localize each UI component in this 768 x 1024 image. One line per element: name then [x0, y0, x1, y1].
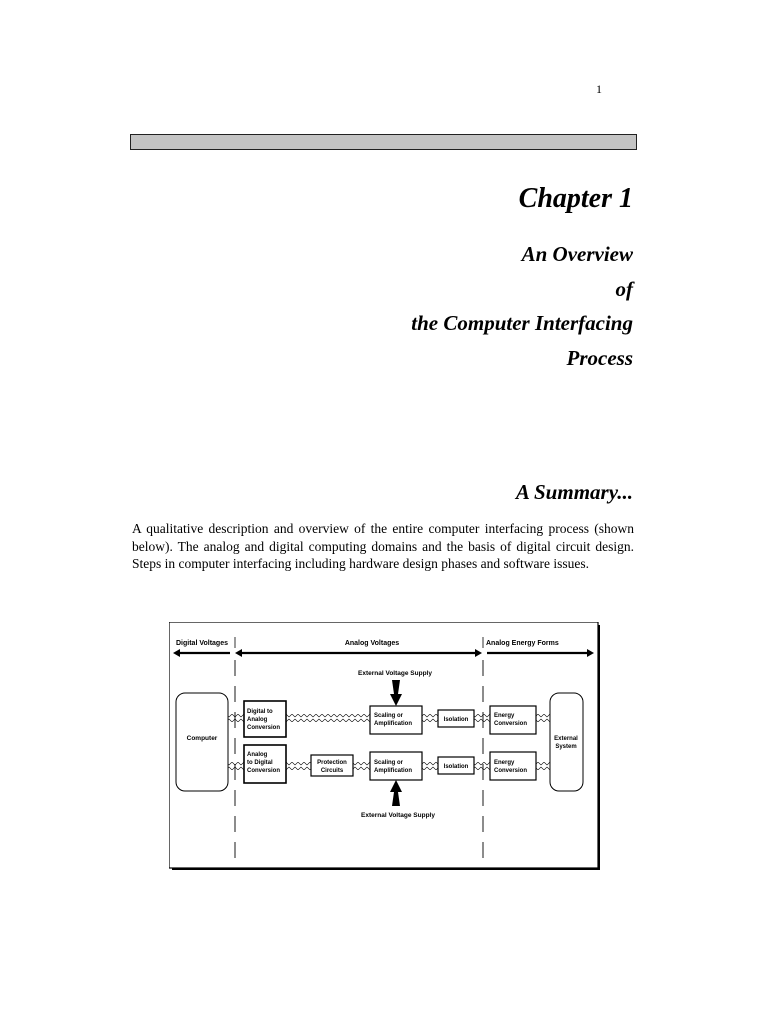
scaling-box-bottom — [370, 752, 422, 780]
chapter-subtitle-line-2: of — [615, 277, 633, 301]
chapter-title: Chapter 1 — [518, 183, 633, 214]
computer-label: Computer — [186, 735, 218, 742]
computer-box — [176, 693, 228, 791]
isolation-top-label: Isolation — [443, 717, 469, 723]
external-system-box — [550, 693, 583, 791]
label-supply-top: External Voltage Supply — [358, 670, 432, 677]
label-digital-voltages: Digital Voltages — [176, 640, 228, 647]
scaling-top-line-2: Amplification — [374, 721, 413, 727]
energy-conversion-box-bottom — [490, 752, 536, 780]
energy-top-line-2: Conversion — [494, 721, 528, 727]
protection-label-line-1: Protection — [317, 760, 347, 766]
external-system-label-line-1: External — [554, 736, 578, 742]
external-system-label-line-2: System — [555, 744, 577, 750]
label-supply-bottom: External Voltage Supply — [361, 812, 435, 819]
interfacing-diagram — [169, 622, 601, 871]
adc-label-line-1: Analog — [247, 752, 268, 758]
adc-label-line-3: Conversion — [247, 768, 281, 774]
scaling-bottom-line-1: Scaling or — [374, 760, 404, 766]
scaling-bottom-line-2: Amplification — [374, 768, 413, 774]
summary-heading: A Summary... — [515, 480, 633, 504]
energy-bottom-line-1: Energy — [494, 760, 515, 766]
dac-label-line-1: Digital to — [247, 709, 273, 715]
energy-top-line-1: Energy — [494, 713, 515, 719]
energy-conversion-box-top — [490, 706, 536, 734]
chapter-subtitle-line-1: An Overview — [521, 242, 633, 266]
chapter-subtitle-line-4: Process — [566, 346, 633, 370]
energy-bottom-line-2: Conversion — [494, 768, 528, 774]
chapter-header-bar — [130, 134, 637, 150]
dac-label-line-2: Analog — [247, 717, 268, 723]
protection-label-line-2: Circuits — [320, 768, 344, 774]
scaling-top-line-1: Scaling or — [374, 713, 404, 719]
page-number: 1 — [596, 82, 602, 96]
dac-label-line-3: Conversion — [247, 725, 281, 731]
summary-paragraph: A qualitative description and overview of the entire computer interfacing process (shown below). The analog and digital computing domains and the basis of digital circuit design. Steps in computer interfacing including hardware design phases and software issues. — [132, 521, 634, 571]
label-analog-energy-forms: Analog Energy Forms — [486, 640, 559, 647]
scaling-box-top — [370, 706, 422, 734]
label-analog-voltages: Analog Voltages — [344, 640, 400, 647]
chapter-subtitle-line-3: the Computer Interfacing — [411, 311, 633, 335]
adc-label-line-2: to Digital — [247, 760, 273, 766]
isolation-bottom-label: Isolation — [443, 764, 469, 770]
